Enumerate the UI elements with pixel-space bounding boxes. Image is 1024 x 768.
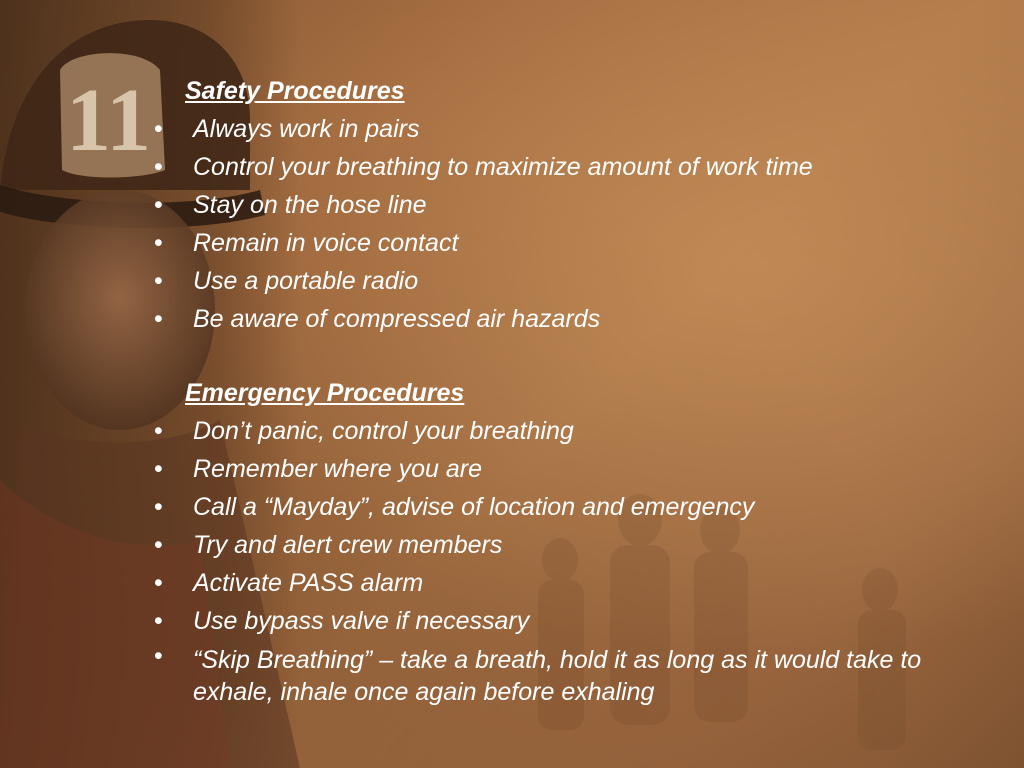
list-item — [150, 564, 950, 602]
list-item-text: Control your breathing to maximize amount of work time — [193, 153, 813, 181]
bullet-icon: • — [154, 115, 163, 143]
list-item-text: Remain in voice contact — [193, 229, 459, 257]
list-item — [150, 450, 950, 488]
bullet-icon: • — [154, 455, 163, 483]
list-item — [150, 526, 950, 564]
bullet-icon: • — [154, 191, 163, 219]
bullet-icon: • — [154, 607, 163, 635]
bullet-icon: • — [154, 267, 163, 295]
list-item — [150, 602, 950, 640]
section-spacer — [150, 338, 950, 374]
bullet-icon: • — [154, 229, 163, 257]
list-item-text: Activate PASS alarm — [193, 569, 424, 597]
list-item-text: Call a “Mayday”, advise of location and emergency — [193, 493, 755, 521]
list-item — [150, 640, 950, 708]
svg-text:11: 11 — [66, 71, 152, 170]
list-item — [150, 412, 950, 450]
list-item — [150, 488, 950, 526]
list-item — [150, 110, 950, 148]
list-item — [150, 186, 950, 224]
safety-procedures-heading: Safety Procedures — [185, 77, 405, 105]
list-item — [150, 300, 950, 338]
emergency-procedures-heading: Emergency Procedures — [185, 379, 465, 407]
bullet-icon: • — [154, 569, 163, 597]
list-item — [150, 148, 950, 186]
list-item — [150, 262, 950, 300]
list-item-text: Always work in pairs — [193, 115, 420, 143]
list-item-text: Use bypass valve if necessary — [193, 607, 530, 635]
bullet-icon: • — [154, 417, 163, 445]
list-item-text: Stay on the hose line — [193, 191, 427, 219]
bullet-icon: • — [154, 153, 163, 181]
bullet-icon: • — [154, 493, 163, 521]
emergency-procedures-list — [150, 412, 950, 708]
list-item — [150, 224, 950, 262]
list-item-text: Don’t panic, control your breathing — [193, 417, 574, 445]
list-item-text: Use a portable radio — [193, 267, 419, 295]
bullet-icon: • — [154, 642, 163, 670]
list-item-text: “Skip Breathing” – take a breath, hold it as long as it would take to exhale, inhale once again before exhaling — [193, 646, 922, 706]
list-item-text: Try and alert crew members — [193, 531, 503, 559]
bullet-icon: • — [154, 531, 163, 559]
slide-content — [150, 72, 950, 708]
list-item-text: Remember where you are — [193, 455, 483, 483]
bullet-icon: • — [154, 305, 163, 333]
safety-procedures-list — [150, 110, 950, 338]
list-item-text: Be aware of compressed air hazards — [193, 305, 601, 333]
